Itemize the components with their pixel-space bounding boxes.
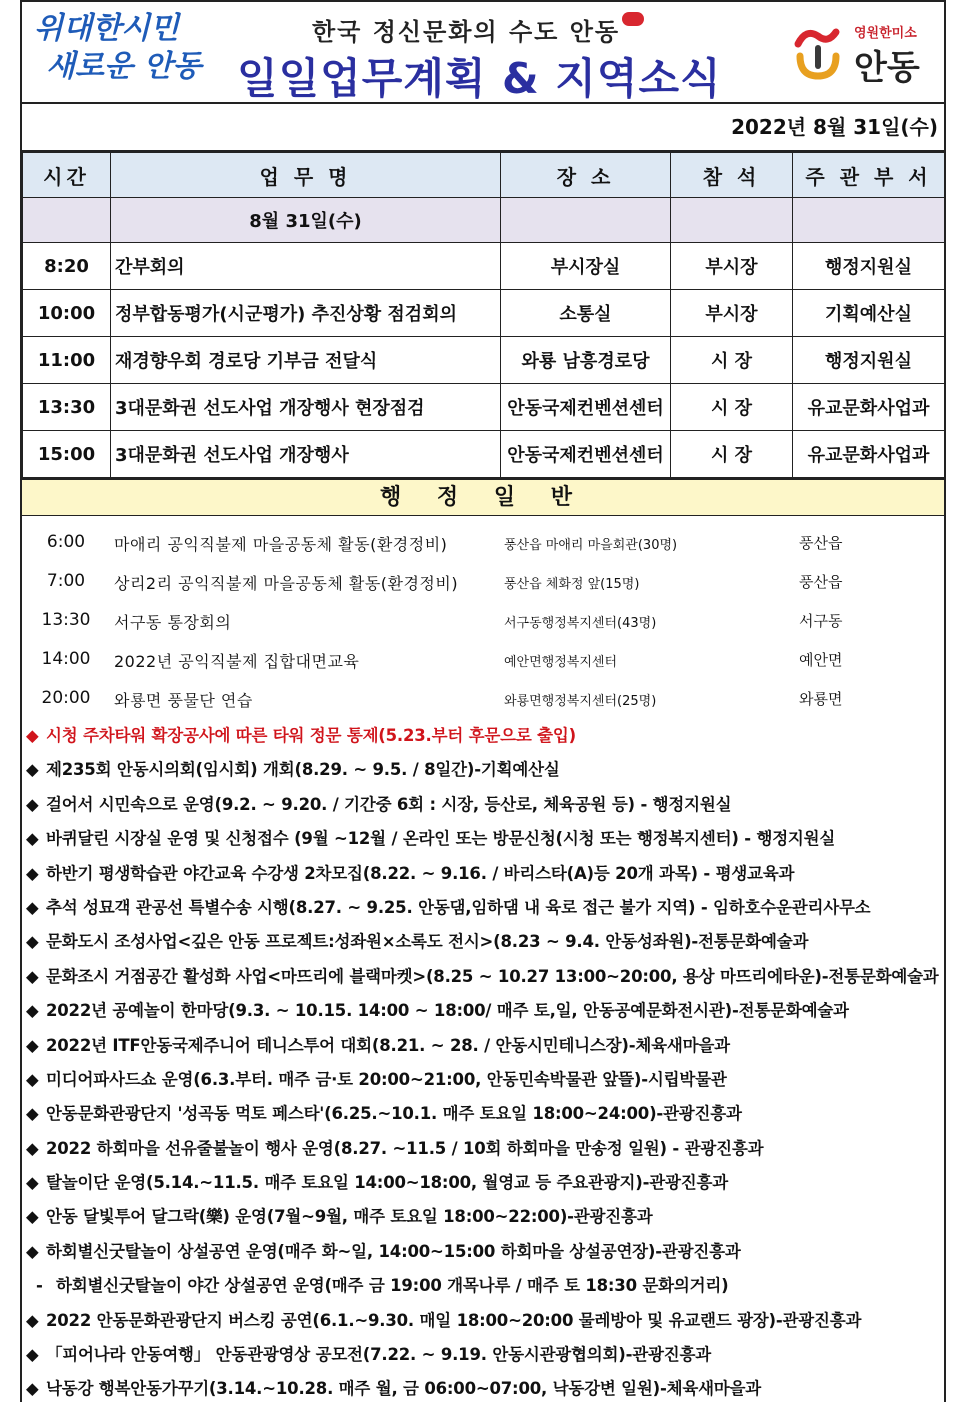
- notice-text: 하반기 평생학습관 야간교육 수강생 2차모집(8.22. ~ 9.16. / 바리스타(A)등 20개 과목) - 평생교육과: [46, 863, 795, 883]
- notice-text: 2022년 공예놀이 한마당(9.3. ~ 10.15. 14:00 ~ 18:00/ 매주 토,일, 안동공예문화전시관)-전통문화예술과: [46, 1001, 849, 1021]
- header-title: 업 무 명: [111, 153, 501, 198]
- notice-item: [22, 1063, 944, 1097]
- row-title: 재경향우회 경로당 기부금 전달식: [111, 337, 501, 384]
- notice-text: 하회별신굿탈놀이 야간 상설공연 운영(매주 금 19:00 개목나루 / 매주 토 18:30 문화의거리): [56, 1276, 729, 1296]
- notice-text: 탈놀이단 운영(5.14.~11.5. 매주 토요일 14:00~18:00, 월영교 등 주요관광지)-관광진흥과: [46, 1173, 728, 1193]
- notice-text: 2022년 ITF안동국제주니어 테니스투어 대회(8.21. ~ 28. / 안동시민테니스장)-체육새마을과: [46, 1035, 730, 1055]
- day-cell-dept: [793, 198, 945, 243]
- diamond-bullet-icon: ◆: [26, 1379, 39, 1399]
- admin-title: 상리2리 공익직불제 마을공동체 활동(환경정비): [114, 574, 459, 593]
- admin-time: 20:00: [41, 688, 91, 708]
- diamond-bullet-icon: ◆: [26, 863, 39, 883]
- admin-time: 7:00: [46, 571, 86, 591]
- notice-item: [22, 994, 944, 1028]
- notice-item: [22, 891, 944, 925]
- notice-item: [22, 857, 944, 891]
- row-time: 10:00: [23, 290, 111, 337]
- notice-text: 낙동강 행복안동가꾸기(3.14.~10.28. 매주 월, 금 06:00~07:00, 낙동강변 일원)-체육새마을과: [46, 1379, 762, 1399]
- document-date: 2022년 8월 31일(수): [22, 104, 944, 152]
- row-dept: 기획예산실: [793, 290, 945, 337]
- slogan-line-2: 새로운 안동: [46, 49, 202, 84]
- admin-dept: 풍산읍: [799, 573, 843, 591]
- notice-text: 추석 성묘객 관공선 특별수송 시행(8.27. ~ 9.25. 안동댐,임하댐 내 육로 접근 불가 지역) - 임하호수운관리사무소: [46, 897, 871, 917]
- table-row: [23, 337, 945, 384]
- admin-title: 마애리 공익직불제 마을공동체 활동(환경정비): [114, 535, 448, 554]
- row-attendee: 시 장: [671, 337, 793, 384]
- table-row: [23, 384, 945, 431]
- row-dept: 유교문화사업과: [793, 431, 945, 478]
- notice-item: [22, 1097, 944, 1131]
- row-time: 15:00: [23, 431, 111, 478]
- admin-title: 2022년 공익직불제 집합대면교육: [114, 652, 360, 671]
- day-cell-time: [23, 198, 111, 243]
- row-attendee: 부시장: [671, 243, 793, 290]
- admin-place: 서구동행정복지센터(43명): [504, 616, 657, 631]
- notice-text: 바퀴달린 시장실 운영 및 신청접수 (9월 ~12월 / 온라인 또는 방문신청(시청 또는 행정복지센터) - 행정지원실: [46, 829, 836, 849]
- admin-place: 와룡면행정복지센터(25명): [504, 694, 657, 709]
- notice-text: 안동문화관광단지 '성곡동 먹토 페스타'(6.25.~10.1. 매주 토요일 18:00~24:00)-관광진흥과: [46, 1104, 742, 1124]
- diamond-bullet-icon: ◆: [26, 1069, 39, 1089]
- notice-item: [22, 788, 944, 822]
- notice-item: [22, 753, 944, 787]
- day-row: [23, 198, 945, 243]
- row-dept: 행정지원실: [793, 243, 945, 290]
- admin-time: 13:30: [41, 610, 91, 630]
- header-dept: 주 관 부 서: [793, 153, 945, 198]
- subtitle-text: 한국 정신문화의 수도 안동: [312, 18, 621, 46]
- list-item: [22, 600, 944, 639]
- day-cell-place: [501, 198, 671, 243]
- admin-dept: 와룡면: [799, 690, 843, 708]
- notice-text: 문화도시 조성사업<깊은 안동 프로젝트:성좌원×소록도 전시>(8.23 ~ 9.4. 안동성좌원)-전통문화예술과: [46, 932, 809, 952]
- andong-logo-icon: [790, 22, 846, 82]
- notice-text: 걸어서 시민속으로 운영(9.2. ~ 9.20. / 기간중 6회 : 시장, 등산로, 체육공원 등) - 행정지원실: [46, 794, 732, 814]
- row-title: 3대문화권 선도사업 개장행사: [111, 431, 501, 478]
- notice-item: [22, 822, 944, 856]
- admin-time: 14:00: [41, 649, 91, 669]
- day-label: 8월 31일(수): [111, 198, 501, 243]
- admin-list: [22, 516, 944, 717]
- row-time: 8:20: [23, 243, 111, 290]
- list-item: [22, 561, 944, 600]
- document-header: [22, 0, 944, 104]
- header-time: 시간: [23, 153, 111, 198]
- admin-place: 풍산읍 마애리 마을회관(30명): [504, 538, 678, 553]
- table-row: [23, 243, 945, 290]
- notice-item: [22, 1200, 944, 1234]
- notice-text: 2022 안동문화관광단지 버스킹 공연(6.1.~9.30. 매일 18:00~20:00 물레방아 및 유교랜드 광장)-관광진흥과: [46, 1310, 862, 1330]
- notice-text: 「피어나라 안동여행」 안동관광영상 공모전(7.22. ~ 9.19. 안동시관광협의회)-관광진흥과: [46, 1345, 711, 1365]
- city-slogan: [34, 10, 214, 86]
- notice-item: [22, 1269, 944, 1303]
- row-place: 안동국제컨벤션센터: [501, 431, 671, 478]
- admin-title: 와룡면 풍물단 연습: [114, 691, 253, 710]
- diamond-bullet-icon: ◆: [26, 1001, 39, 1021]
- admin-dept: 풍산읍: [799, 534, 843, 552]
- row-place: 소통실: [501, 290, 671, 337]
- logo-tagline: 영원한미소: [854, 26, 917, 41]
- header-attendee: 참 석: [671, 153, 793, 198]
- diamond-bullet-icon: ◆: [26, 1173, 39, 1193]
- slogan-line-1: 위대한시민: [34, 11, 179, 46]
- day-cell-attendee: [671, 198, 793, 243]
- row-title: 정부합동평가(시군평가) 추진상황 점검회의: [111, 290, 501, 337]
- notice-item: [22, 1338, 944, 1372]
- notice-text: 하회별신굿탈놀이 상설공연 운영(매주 화~일, 14:00~15:00 하회마을 상설공연장)-관광진흥과: [46, 1241, 741, 1261]
- alert-notice: [22, 719, 944, 753]
- row-place: 부시장실: [501, 243, 671, 290]
- admin-place: 예안면행정복지센터: [504, 655, 618, 670]
- notice-list: [22, 717, 944, 1407]
- diamond-bullet-icon: ◆: [26, 1138, 39, 1158]
- header-place: 장 소: [501, 153, 671, 198]
- admin-time: 6:00: [46, 532, 86, 552]
- diamond-bullet-icon: ◆: [26, 897, 39, 917]
- notice-item: [22, 1304, 944, 1338]
- diamond-bullet-icon: ◆: [26, 932, 39, 952]
- schedule-table: [22, 152, 945, 478]
- diamond-bullet-icon: ◆: [26, 1035, 39, 1055]
- notice-text: 시청 주차타워 확장공사에 따른 타워 정문 통제(5.23.부터 후문으로 출입): [46, 726, 576, 745]
- notice-text: 미디어파사드쇼 운영(6.3.부터. 매주 금·토 20:00~21:00, 안동민속박물관 앞뜰)-시립박물관: [46, 1069, 727, 1089]
- notice-item: [22, 1166, 944, 1200]
- schedule-header-row: [23, 153, 945, 198]
- list-item: [22, 522, 944, 561]
- notice-text: 2022 하회마을 선유줄불놀이 행사 운영(8.27. ~11.5 / 10회 하회마을 만송정 일원) - 관광진흥과: [46, 1138, 764, 1158]
- row-attendee: 시 장: [671, 431, 793, 478]
- document-subtitle: [312, 12, 644, 47]
- logo-name: 안동: [854, 48, 920, 88]
- notice-text: 문화조시 거점공간 활성화 사업<마뜨리에 블랙마켓>(8.25 ~ 10.27 13:00~20:00, 용상 마뜨리에타운)-전통문화예술과: [46, 966, 939, 986]
- table-row: [23, 290, 945, 337]
- diamond-bullet-icon: ◆: [26, 794, 39, 814]
- notice-item: [22, 1132, 944, 1166]
- seal-icon: [622, 12, 644, 26]
- diamond-bullet-icon: ◆: [26, 829, 39, 849]
- row-dept: 행정지원실: [793, 337, 945, 384]
- notice-item: [22, 925, 944, 959]
- diamond-bullet-icon: ◆: [26, 1241, 39, 1261]
- list-item: [22, 639, 944, 678]
- diamond-bullet-icon: ◆: [26, 1207, 39, 1227]
- notice-item: [22, 1029, 944, 1063]
- diamond-bullet-icon: ◆: [26, 966, 39, 986]
- admin-section-title: 행 정 일 반: [22, 478, 944, 516]
- diamond-bullet-icon: ◆: [26, 760, 39, 780]
- row-title: 3대문화권 선도사업 개장행사 현장점검: [111, 384, 501, 431]
- row-title: 간부회의: [111, 243, 501, 290]
- notice-item: [22, 1235, 944, 1269]
- notice-text: 제235회 안동시의회(임시회) 개회(8.29. ~ 9.5. / 8일간)-기획예산실: [46, 760, 560, 780]
- table-row: [23, 431, 945, 478]
- diamond-bullet-icon: ◆: [26, 1310, 39, 1330]
- row-attendee: 시 장: [671, 384, 793, 431]
- row-attendee: 부시장: [671, 290, 793, 337]
- diamond-bullet-icon: ◆: [26, 1104, 39, 1124]
- document-title: 일일업무계획 & 지역소식: [237, 54, 722, 103]
- row-time: 11:00: [23, 337, 111, 384]
- row-place: 와룡 남흥경로당: [501, 337, 671, 384]
- admin-place: 풍산읍 체화정 앞(15명): [504, 577, 640, 592]
- admin-dept: 서구동: [799, 612, 843, 630]
- notice-text: 안동 달빛투어 달그락(樂) 운영(7월~9월, 매주 토요일 18:00~22:00)-관광진흥과: [46, 1207, 653, 1227]
- list-item: [22, 678, 944, 717]
- admin-title: 서구동 통장회의: [114, 613, 232, 632]
- dash-bullet: -: [36, 1276, 43, 1296]
- diamond-bullet-icon: ◆: [26, 1345, 39, 1365]
- admin-dept: 예안면: [799, 651, 843, 669]
- city-logo: [790, 18, 930, 90]
- diamond-bullet-icon: ◆: [26, 726, 39, 745]
- daily-plan-document: [20, 0, 946, 1402]
- row-dept: 유교문화사업과: [793, 384, 945, 431]
- row-place: 안동국제컨벤션센터: [501, 384, 671, 431]
- row-time: 13:30: [23, 384, 111, 431]
- notice-item: [22, 960, 944, 994]
